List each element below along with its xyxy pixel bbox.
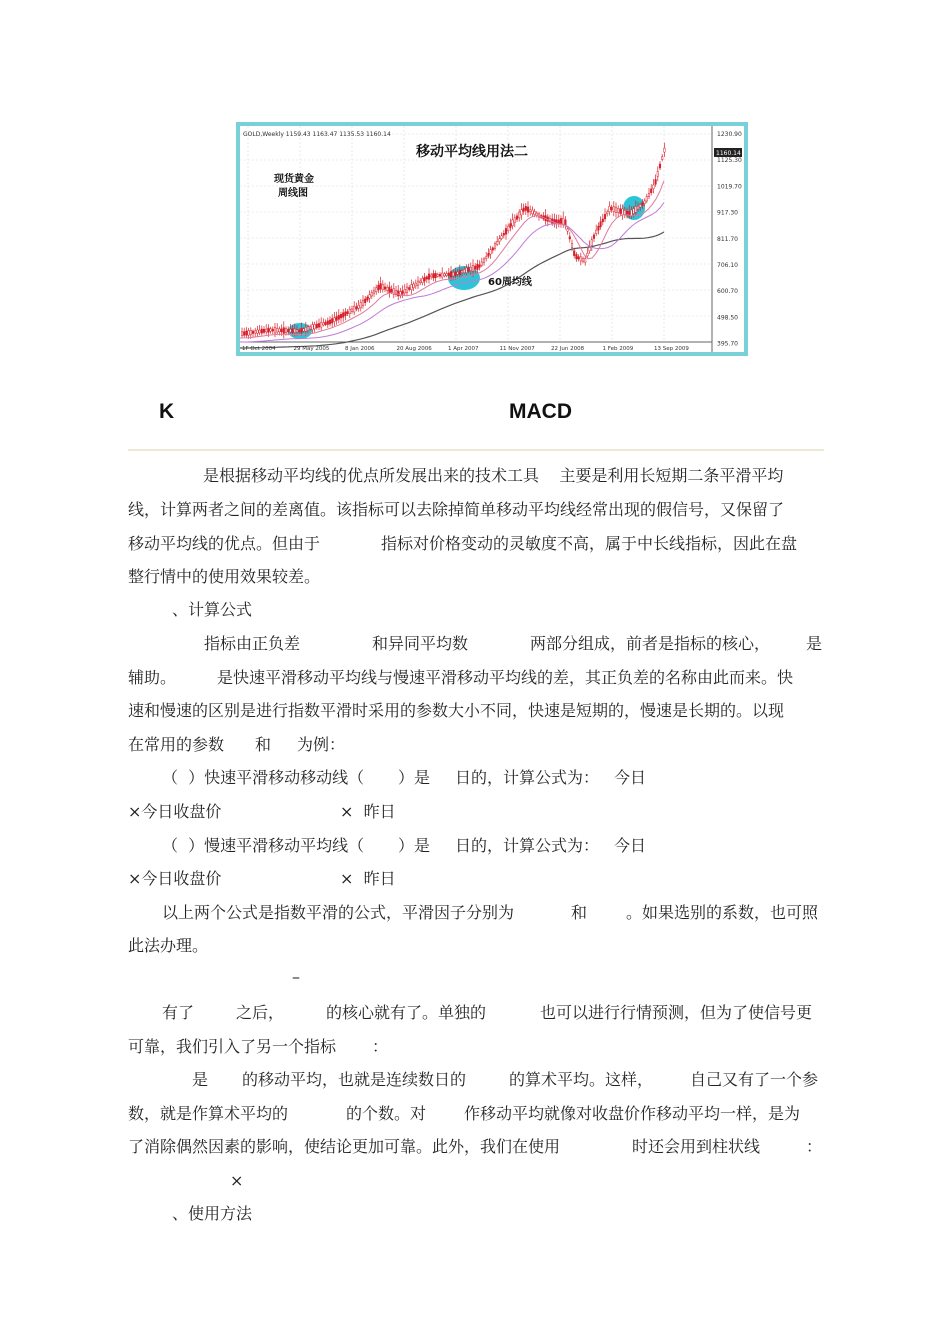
section-formula-title: 、计算公式	[172, 600, 253, 619]
candle-body	[525, 206, 527, 210]
heading-k: K	[159, 400, 175, 423]
candle-body	[331, 319, 333, 324]
candle-body	[417, 281, 419, 285]
p4-line-1b: 之后，	[236, 1003, 285, 1022]
candle-body	[290, 329, 292, 332]
candle-body	[477, 264, 479, 269]
p2-line-2a: 辅助。	[128, 668, 177, 687]
candle-body	[644, 201, 646, 204]
candle-body	[351, 309, 353, 312]
candle-body	[250, 330, 252, 335]
formula-2a: （ ）慢速平滑移动平均线（	[162, 836, 365, 855]
formula-1d: 今日	[614, 768, 647, 787]
p2-line-1c: 两部分组成，前者是指标的核心，	[530, 634, 771, 653]
p5-line-3b: 时还会用到柱状线	[632, 1137, 761, 1156]
candle-body	[292, 329, 294, 333]
candle-body	[285, 328, 287, 332]
candle-body	[364, 299, 366, 303]
candle-body	[529, 210, 531, 212]
candle-body	[298, 330, 300, 332]
candle-body	[406, 287, 408, 293]
section-usage-title: 、使用方法	[172, 1204, 253, 1223]
candle-body	[347, 312, 349, 314]
candle-body	[411, 285, 413, 290]
candle-body	[578, 257, 580, 259]
price-tick: 1230.90	[717, 131, 742, 138]
date-tick-labels	[242, 346, 689, 352]
candle-body	[532, 210, 534, 214]
p3-line-2: 此法办理。	[128, 936, 209, 955]
date-tick: 1F Oct 2004	[242, 346, 276, 352]
candle-body	[655, 179, 657, 184]
candle-body	[274, 327, 276, 333]
p2-line-4b: 和	[255, 735, 272, 754]
candle-body	[459, 270, 461, 275]
candle-body	[615, 207, 617, 212]
candle-body	[534, 211, 536, 214]
candle-body	[659, 164, 661, 168]
price-tick: 1019.70	[717, 183, 742, 191]
candle-body	[439, 274, 441, 276]
last-price: 1160.14	[716, 150, 741, 157]
candle-body	[309, 327, 311, 329]
price-tick: 917.30	[717, 209, 738, 217]
candle-body	[573, 251, 575, 256]
gold-weekly-chart	[236, 122, 748, 356]
candle-body	[426, 277, 428, 280]
candle-body	[268, 328, 270, 332]
candle-body	[402, 291, 404, 294]
candle-body	[303, 329, 305, 332]
candle-body	[307, 327, 309, 331]
candle-body	[483, 259, 485, 262]
heading-macd: MACD	[509, 400, 572, 423]
candle-body	[435, 273, 437, 277]
p1-line-2: 线，计算两者之间的差离值。该指标可以去除掉简单移动平均线经常出现的假信号，又保留了	[128, 500, 785, 519]
candle-body	[259, 330, 261, 333]
p2-line-1d: 是	[806, 634, 823, 653]
candle-body	[481, 262, 483, 265]
candle-body	[241, 332, 243, 336]
candle-body	[353, 306, 355, 312]
ma-fast-line	[240, 181, 664, 338]
price-tick: 395.70	[717, 340, 738, 348]
section-divider	[128, 449, 824, 451]
candle-body	[657, 172, 659, 177]
candle-body	[488, 253, 490, 256]
candle-body	[283, 328, 285, 334]
candle-body	[263, 329, 265, 332]
candle-body	[569, 237, 571, 239]
p1-line-3b: 指标对价格变动的灵敏度不高，属于中长线指标，因此在盘	[381, 534, 798, 553]
p1-line-3a: 移动平均线的优点。但由于	[128, 534, 321, 553]
chart-header: GOLD,Weekly 1159.43 1163.47 1135.53 1160.14	[243, 131, 391, 138]
candle-body	[272, 329, 274, 331]
candle-body	[371, 292, 373, 296]
candle-body	[408, 287, 410, 289]
candle-body	[598, 226, 600, 230]
candle-body	[639, 204, 641, 207]
candle-body	[246, 331, 248, 335]
candle-body	[503, 233, 505, 235]
candle-body	[444, 274, 446, 276]
candle-body	[312, 325, 314, 330]
chart-note-1: 现货黄金	[274, 174, 314, 185]
formula-2b: ）是	[398, 836, 431, 855]
candle-body	[516, 216, 518, 219]
candle-body	[358, 305, 360, 308]
date-tick: 13 Sep 2009	[654, 346, 689, 352]
candle-body	[604, 214, 606, 219]
candle-body	[397, 291, 399, 296]
candle-body	[314, 324, 316, 328]
candle-body	[419, 281, 421, 283]
candle-body	[584, 259, 586, 262]
candle-body	[279, 329, 281, 332]
candle-body	[527, 207, 529, 212]
candle-body	[320, 322, 322, 327]
candle-body	[422, 278, 424, 282]
candle-body	[613, 207, 615, 212]
candle-body	[653, 185, 655, 189]
candle-body	[576, 254, 578, 259]
price-tick: 600.70	[717, 288, 738, 296]
candle-body	[472, 265, 474, 271]
p4-line-1a: 有了	[162, 1003, 195, 1022]
candle-body	[595, 230, 597, 234]
candle-body	[325, 322, 327, 325]
candle-body	[455, 272, 457, 276]
candle-body	[457, 272, 459, 274]
p4-line-1d: 也可以进行行情预测，但为了使信号更	[540, 1003, 813, 1022]
candle-body	[345, 312, 347, 316]
candle-body	[571, 244, 573, 248]
p5-line-1a: 是	[192, 1070, 209, 1089]
p2-line-2b: 是快速平滑移动平均线与慢速平滑移动平均线的差，其正负差的名称由此而来。快	[217, 668, 794, 687]
candle-body	[565, 220, 567, 225]
price-tick: 811.70	[717, 235, 738, 243]
date-tick: 29 May 2005	[293, 346, 330, 352]
candle-body	[336, 317, 338, 321]
p3-line-1a: 以上两个公式是指数平滑的公式，平滑因子分别为	[162, 903, 515, 922]
date-tick: 1 Feb 2009	[602, 346, 634, 352]
p2-line-4a: 在常用的参数	[128, 735, 225, 754]
candle-body	[490, 250, 492, 254]
candle-body	[415, 283, 417, 286]
candle-body	[367, 297, 369, 300]
chart-svg	[240, 126, 744, 352]
p5-line-2b: 的个数。对	[346, 1104, 427, 1123]
candle-body	[560, 218, 562, 224]
candle-body	[261, 329, 263, 333]
candle-body	[437, 274, 439, 276]
date-tick: 11 Nov 2007	[499, 346, 535, 352]
p3-line-1c: 。如果选别的系数，也可照	[626, 903, 819, 922]
candle-body	[501, 236, 503, 239]
candle-body	[248, 331, 250, 336]
candle-body	[342, 313, 344, 318]
candle-body	[646, 197, 648, 201]
p5-line-2a: 数，就是作算术平均的	[128, 1104, 289, 1123]
candle-body	[428, 274, 430, 279]
candle-body	[378, 285, 380, 290]
formula-2d: 今日	[614, 836, 647, 855]
candle-body	[593, 235, 595, 239]
candle-body	[492, 248, 494, 250]
p1-line-4: 整行情中的使用效果较差。	[128, 567, 321, 586]
candle-body	[536, 213, 538, 215]
candle-body	[338, 315, 340, 319]
candle-body	[591, 240, 593, 246]
candle-body	[349, 309, 351, 314]
candle-body	[507, 226, 509, 231]
candle-body	[523, 208, 525, 211]
candle-body	[562, 218, 564, 224]
candle-body	[316, 324, 318, 328]
candle-body	[617, 208, 619, 212]
candle-body	[391, 289, 393, 292]
candle-body	[474, 266, 476, 269]
p5-line-1d: 自己又有了一个参	[690, 1070, 819, 1089]
date-tick: 1 Apr 2007	[448, 346, 479, 352]
candle-body	[257, 330, 259, 334]
candle-body	[631, 210, 633, 216]
candle-body	[587, 253, 589, 256]
chart-canvas	[240, 126, 744, 352]
date-tick: 8 Jan 2006	[345, 346, 375, 352]
highlight-oval	[623, 196, 645, 220]
p2-line-4c: 为例：	[297, 735, 346, 754]
p5-line-3a: 了消除偶然因素的影响，使结论更加可靠。此外，我们在使用	[128, 1137, 561, 1156]
price-tick-labels	[717, 131, 742, 348]
candle-body	[463, 269, 465, 272]
candle-body	[633, 209, 635, 214]
formula-2e: ×今日收盘价	[128, 869, 222, 888]
candle-body	[624, 210, 626, 214]
p4-line-2b: ：	[372, 1037, 389, 1056]
candle-body	[518, 212, 520, 218]
formula-1f: × 昨日	[340, 802, 396, 821]
date-tick: 20 Aug 2006	[396, 346, 432, 352]
candle-body	[424, 277, 426, 281]
candle-body	[301, 328, 303, 333]
candle-body	[521, 210, 523, 215]
candle-body	[635, 206, 637, 212]
date-tick: 22 Jun 2008	[551, 346, 585, 352]
price-tick: 1125.30	[717, 157, 742, 165]
formula-2c: 日的，计算公式为：	[455, 836, 600, 855]
candle-body	[505, 228, 507, 234]
candle-body	[510, 224, 512, 228]
candle-body	[514, 218, 516, 223]
p3-line-1b: 和	[571, 903, 588, 922]
candle-body	[318, 323, 320, 327]
candles	[241, 143, 665, 339]
candle-body	[622, 209, 624, 215]
candle-body	[650, 189, 652, 193]
formula-1e: ×今日收盘价	[128, 802, 222, 821]
candle-body	[664, 148, 666, 152]
candle-body	[384, 287, 386, 289]
candle-body	[602, 219, 604, 222]
candle-body	[362, 300, 364, 306]
candle-body	[433, 274, 435, 278]
p5-line-1c: 的算术平均。这样，	[509, 1070, 654, 1089]
candle-body	[468, 268, 470, 272]
ma-label: 60周均线	[488, 277, 532, 288]
candle-body	[243, 332, 245, 336]
candle-body	[461, 271, 463, 273]
p1-line-1: 是根据移动平均线的优点所发展出来的技术工具 主要是利用长短期二条平滑平均	[203, 466, 784, 485]
candle-body	[606, 212, 608, 214]
candle-body	[334, 318, 336, 322]
candle-body	[356, 307, 358, 310]
candle-body	[270, 329, 272, 331]
p5-line-1b: 的移动平均，也就是连续数日的	[242, 1070, 467, 1089]
candle-body	[404, 289, 406, 293]
candle-body	[648, 193, 650, 196]
candle-body	[642, 203, 644, 206]
candle-body	[558, 220, 560, 223]
candle-body	[323, 323, 325, 325]
candle-body	[582, 258, 584, 261]
formula-1c: 日的，计算公式为：	[455, 768, 600, 787]
candle-body	[413, 284, 415, 288]
p2-line-3: 速和慢速的区别是进行指数平滑时采用的参数大小不同，快速是短期的，慢速是长期的。以现	[128, 701, 785, 720]
candle-body	[340, 314, 342, 318]
p5-line-4: ×	[230, 1171, 244, 1190]
candle-body	[329, 320, 331, 324]
candle-body	[327, 321, 329, 325]
candle-body	[294, 329, 296, 333]
candle-body	[281, 329, 283, 332]
candle-body	[580, 257, 582, 261]
candle-body	[441, 273, 443, 277]
p5-line-3c: ：	[806, 1137, 823, 1156]
candle-body	[446, 274, 448, 276]
candle-body	[499, 239, 501, 242]
candle-body	[661, 157, 663, 160]
candle-body	[276, 328, 278, 332]
candle-body	[254, 331, 256, 333]
price-tick: 706.10	[717, 262, 738, 269]
formula-1b: ）是	[398, 768, 431, 787]
chart-note-2: 周线图	[278, 188, 308, 199]
candle-body	[360, 303, 362, 308]
candle-body	[567, 229, 569, 231]
candle-body	[382, 285, 384, 290]
candle-body	[369, 295, 371, 299]
candle-body	[452, 272, 454, 276]
candle-body	[609, 206, 611, 211]
p4-line-1c: 的核心就有了。单独的	[326, 1003, 487, 1022]
candle-body	[393, 289, 395, 295]
candle-body	[496, 242, 498, 245]
candle-body	[373, 291, 375, 293]
candle-body	[485, 257, 487, 259]
candle-body	[450, 272, 452, 278]
candle-body	[494, 244, 496, 249]
candle-body	[430, 275, 432, 277]
formula-2f: × 昨日	[340, 869, 396, 888]
candle-body	[448, 273, 450, 276]
candle-body	[287, 329, 289, 332]
candle-body	[389, 287, 391, 293]
p5-line-2c: 作移动平均就像对收盘价作移动平均一样，是为	[464, 1104, 801, 1123]
candle-body	[375, 288, 377, 292]
candle-body	[479, 265, 481, 268]
chart-title: 移动平均线用法二	[416, 144, 528, 160]
candle-body	[611, 207, 613, 209]
price-tick: 498.50	[717, 314, 738, 322]
candle-body	[380, 283, 382, 289]
candle-body	[600, 222, 602, 227]
candle-body	[470, 267, 472, 271]
formula-1a: （ ）快速平滑移动移动线（	[162, 768, 365, 787]
candle-body	[252, 331, 254, 334]
candle-body	[305, 327, 307, 331]
candle-body	[386, 287, 388, 290]
p4-line-2a: 可靠，我们引入了另一个指标	[128, 1037, 337, 1056]
candle-body	[620, 209, 622, 214]
p2-line-1b: 和异同平均数	[372, 634, 469, 653]
p2-line-1a: 指标由正负差	[204, 634, 301, 653]
candle-body	[265, 329, 267, 332]
candle-body	[466, 268, 468, 273]
candle-body	[296, 330, 298, 332]
candle-body	[512, 220, 514, 226]
dash-mark: –	[292, 967, 300, 986]
candle-body	[637, 206, 639, 209]
